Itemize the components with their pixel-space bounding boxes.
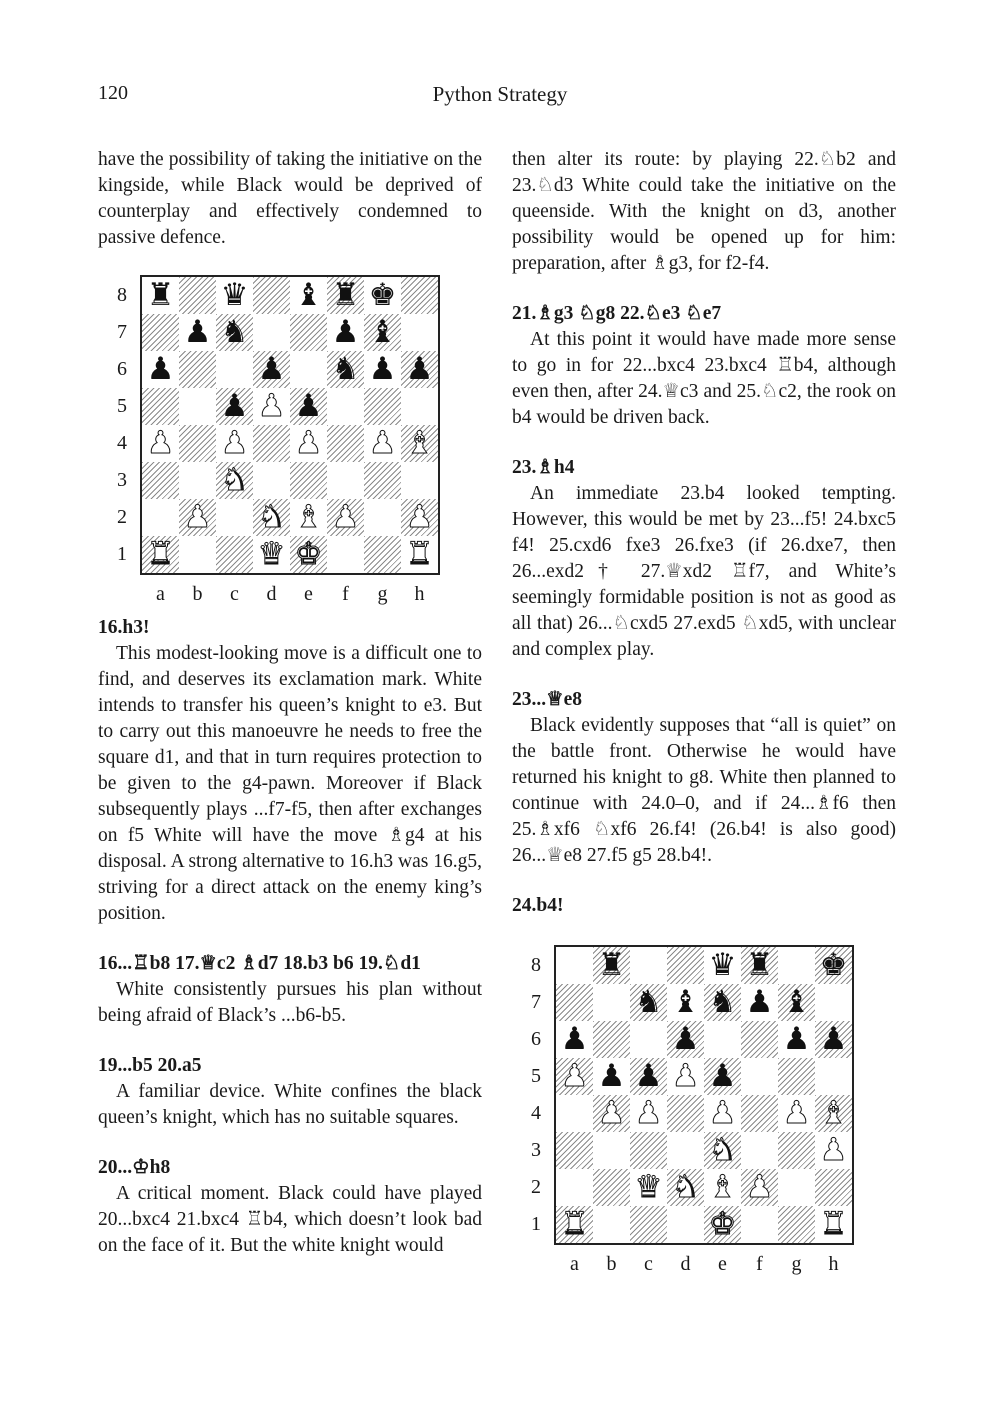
rank-label-4: 4 <box>531 1102 541 1124</box>
white-pawn-icon: ♟ <box>560 1058 589 1094</box>
square-g3 <box>364 462 401 499</box>
black-pawn-icon: ♟ <box>671 1021 700 1057</box>
file-label-c: c <box>230 583 239 605</box>
white-pawn-icon: ♟ <box>745 1169 774 1205</box>
move-heading: 20...♔h8 <box>98 1157 171 1178</box>
file-label-f: f <box>342 583 349 605</box>
chess-board <box>554 945 854 1245</box>
square-e3 <box>290 462 327 499</box>
square-c2 <box>216 499 253 536</box>
white-rook-icon: ♜ <box>405 536 434 572</box>
square-b7 <box>593 984 630 1021</box>
square-b3 <box>179 462 216 499</box>
square-e6 <box>290 351 327 388</box>
file-label-b: b <box>606 1253 617 1275</box>
move-heading: 19...b5 20.a5 <box>98 1055 202 1076</box>
rank-label-5: 5 <box>531 1065 541 1087</box>
square-c8 <box>630 947 667 984</box>
rank-label-5: 5 <box>117 395 127 417</box>
black-queen-icon: ♛ <box>220 277 249 313</box>
rank-label-4: 4 <box>117 432 127 454</box>
square-a7 <box>556 984 593 1021</box>
black-queen-icon: ♛ <box>708 947 737 983</box>
square-b4 <box>179 425 216 462</box>
white-king-icon: ♚ <box>294 536 323 572</box>
white-rook-icon: ♜ <box>819 1206 848 1242</box>
square-d8 <box>667 947 704 984</box>
black-pawn-icon: ♟ <box>405 351 434 387</box>
move-heading: 21.♗g3 ♘g8 22.♘e3 ♘e7 <box>512 303 722 324</box>
move-heading: 16.h3! <box>98 617 150 638</box>
white-knight-icon: ♞ <box>708 1132 737 1168</box>
square-g5 <box>364 388 401 425</box>
white-pawn-icon: ♟ <box>819 1132 848 1168</box>
file-label-c: c <box>644 1253 653 1275</box>
white-pawn-icon: ♟ <box>331 499 360 535</box>
white-pawn-icon: ♟ <box>220 425 249 461</box>
black-knight-icon: ♞ <box>708 984 737 1020</box>
white-pawn-icon: ♟ <box>257 388 286 424</box>
black-king-icon: ♚ <box>819 947 848 983</box>
rank-label-7: 7 <box>531 991 541 1013</box>
square-d3 <box>667 1132 704 1169</box>
white-knight-icon: ♞ <box>671 1169 700 1205</box>
square-d8 <box>253 277 290 314</box>
white-pawn-icon: ♟ <box>708 1095 737 1131</box>
rank-label-2: 2 <box>531 1176 541 1198</box>
commentary-paragraph: A familiar device. White confines the black queen’s knight, which has no suitable squares. <box>98 1081 482 1128</box>
diagram-1-container <box>98 275 482 615</box>
black-pawn-icon: ♟ <box>819 1021 848 1057</box>
white-queen-icon: ♛ <box>257 536 286 572</box>
commentary-paragraph: Black evidently supposes that “all is quiet” on the battle front. Otherwise he would have returned his knight to g8. White then planned to continue with 24.0–0, and if 24...♗f6 then 25.♗xf6 ♘xf6 26.f4! (26.b4! is also good) 26...♕e8 27.f5 g5 28.b4!. <box>512 715 896 866</box>
square-f4 <box>741 1095 778 1132</box>
rank-label-3: 3 <box>117 469 127 491</box>
running-title: Python Strategy <box>432 82 568 106</box>
white-pawn-icon: ♟ <box>597 1095 626 1131</box>
square-f4 <box>327 425 364 462</box>
square-e7 <box>290 314 327 351</box>
square-g1 <box>364 536 401 573</box>
white-knight-icon: ♞ <box>220 462 249 498</box>
rank-label-3: 3 <box>531 1139 541 1161</box>
file-label-d: d <box>266 583 277 605</box>
move-heading: 23...♕e8 <box>512 689 583 710</box>
black-bishop-icon: ♝ <box>671 984 700 1020</box>
file-label-d: d <box>680 1253 691 1275</box>
square-g8 <box>778 947 815 984</box>
white-bishop-icon: ♝ <box>708 1169 737 1205</box>
square-f5 <box>327 388 364 425</box>
right-column <box>512 147 896 1285</box>
square-h2 <box>815 1169 852 1206</box>
rank-label-2: 2 <box>117 506 127 528</box>
white-rook-icon: ♜ <box>560 1206 589 1242</box>
white-knight-icon: ♞ <box>257 499 286 535</box>
square-a8 <box>556 947 593 984</box>
white-queen-icon: ♛ <box>634 1169 663 1205</box>
square-f3 <box>327 462 364 499</box>
black-pawn-icon: ♟ <box>146 351 175 387</box>
diagram-2-container <box>512 945 896 1285</box>
move-heading: 16...♖b8 17.♕c2 ♗d7 18.b3 b6 19.♘d1 <box>98 953 421 974</box>
white-pawn-icon: ♟ <box>671 1058 700 1094</box>
rank-label-1: 1 <box>531 1213 541 1235</box>
file-label-b: b <box>192 583 203 605</box>
white-pawn-icon: ♟ <box>368 425 397 461</box>
black-pawn-icon: ♟ <box>257 351 286 387</box>
square-h8 <box>401 277 438 314</box>
square-g2 <box>778 1169 815 1206</box>
square-d1 <box>667 1206 704 1243</box>
commentary-paragraph: A critical moment. Black could have played 20...bxc4 21.bxc4 ♖b4, which doesn’t look bad on the face of it. But the white knight would <box>98 1183 482 1256</box>
black-king-icon: ♚ <box>368 277 397 313</box>
black-pawn-icon: ♟ <box>368 351 397 387</box>
rank-label-8: 8 <box>117 284 127 306</box>
file-label-f: f <box>756 1253 763 1275</box>
black-pawn-icon: ♟ <box>782 1021 811 1057</box>
black-bishop-icon: ♝ <box>782 984 811 1020</box>
white-pawn-icon: ♟ <box>782 1095 811 1131</box>
square-f3 <box>741 1132 778 1169</box>
square-g1 <box>778 1206 815 1243</box>
square-h5 <box>401 388 438 425</box>
file-label-g: g <box>791 1253 802 1275</box>
commentary-paragraph: This modest-looking move is a difficult one to find, and deserves its exclamation mark. White intends to transfer his queen’s knight to e3. But to carry out this manoeuvre he needs to free the square d1, and that in turn requires protection to be given to the g4-pawn. Moreover if Black subsequently plays ...f7-f5, then after exchanges on f5 White will have the move ♗g4 at his disposal. A strong alternative to 16.h3 was 16.g5, striving for a direct attack on the enemy king’s position. <box>98 643 483 924</box>
square-b2 <box>593 1169 630 1206</box>
square-b8 <box>179 277 216 314</box>
square-f5 <box>741 1058 778 1095</box>
white-pawn-icon: ♟ <box>294 425 323 461</box>
file-label-h: h <box>414 583 425 605</box>
white-king-icon: ♚ <box>708 1206 737 1242</box>
white-pawn-icon: ♟ <box>146 425 175 461</box>
white-pawn-icon: ♟ <box>183 499 212 535</box>
square-a2 <box>142 499 179 536</box>
black-pawn-icon: ♟ <box>708 1058 737 1094</box>
square-c1 <box>216 536 253 573</box>
white-pawn-icon: ♟ <box>634 1095 663 1131</box>
file-label-h: h <box>828 1253 839 1275</box>
black-pawn-icon: ♟ <box>331 314 360 350</box>
rank-label-7: 7 <box>117 321 127 343</box>
black-rook-icon: ♜ <box>331 277 360 313</box>
square-h7 <box>815 984 852 1021</box>
square-g2 <box>364 499 401 536</box>
square-h5 <box>815 1058 852 1095</box>
square-a2 <box>556 1169 593 1206</box>
file-label-e: e <box>304 583 313 605</box>
square-c6 <box>630 1021 667 1058</box>
black-knight-icon: ♞ <box>634 984 663 1020</box>
square-d4 <box>667 1095 704 1132</box>
rank-label-8: 8 <box>531 954 541 976</box>
white-bishop-icon: ♝ <box>405 425 434 461</box>
commentary-paragraph: At this point it would have made more sense to go in for 22...bxc4 23.bxc4 ♖b4, although even then, after 24.♕c3 and 25.♘c2, the rook on b4 would be driven back. <box>512 329 896 428</box>
square-b1 <box>593 1206 630 1243</box>
square-c6 <box>216 351 253 388</box>
file-label-e: e <box>718 1253 727 1275</box>
black-pawn-icon: ♟ <box>634 1058 663 1094</box>
file-label-g: g <box>377 583 388 605</box>
square-g3 <box>778 1132 815 1169</box>
square-b5 <box>179 388 216 425</box>
square-b6 <box>179 351 216 388</box>
white-pawn-icon: ♟ <box>405 499 434 535</box>
black-bishop-icon: ♝ <box>368 314 397 350</box>
black-rook-icon: ♜ <box>597 947 626 983</box>
white-bishop-icon: ♝ <box>819 1095 848 1131</box>
commentary-paragraph: White consistently pursues his plan without being afraid of Black’s ...b6-b5. <box>98 979 482 1026</box>
rank-label-6: 6 <box>531 1028 541 1050</box>
square-a7 <box>142 314 179 351</box>
square-h3 <box>401 462 438 499</box>
square-f1 <box>327 536 364 573</box>
black-pawn-icon: ♟ <box>183 314 212 350</box>
black-pawn-icon: ♟ <box>597 1058 626 1094</box>
commentary-paragraph: An immediate 23.b4 looked tempting. However, this would be met by 23...f5! 24.bxc5 f4! 25.cxd6 fxe3 26.fxe3 (if 26.dxe7, then 26...exd2† 27.♕xd2 ♖f7, and White’s seemingly formidable position is not as good as all that) 26...♘cxd5 27.exd5 ♘xd5, with unclear and complex play. <box>512 483 896 660</box>
square-b6 <box>593 1021 630 1058</box>
left-column <box>98 147 482 1259</box>
square-g5 <box>778 1058 815 1095</box>
move-heading: 23.♗h4 <box>512 457 575 478</box>
black-pawn-icon: ♟ <box>294 388 323 424</box>
intro-paragraph: then alter its route: by playing 22.♘b2 and 23.♘d3 White could take the initiative on the queenside. With the knight on d3, another possibility would be opened up for him: preparation, after ♗g3, for f2-f4. <box>512 149 896 274</box>
square-b1 <box>179 536 216 573</box>
chess-board <box>140 275 440 575</box>
rank-label-1: 1 <box>117 543 127 565</box>
black-bishop-icon: ♝ <box>294 277 323 313</box>
square-d3 <box>253 462 290 499</box>
white-bishop-icon: ♝ <box>294 499 323 535</box>
square-f6 <box>741 1021 778 1058</box>
page-number: 120 <box>98 82 128 104</box>
black-rook-icon: ♜ <box>745 947 774 983</box>
black-knight-icon: ♞ <box>220 314 249 350</box>
square-a5 <box>142 388 179 425</box>
black-pawn-icon: ♟ <box>745 984 774 1020</box>
square-c1 <box>630 1206 667 1243</box>
square-c3 <box>630 1132 667 1169</box>
intro-paragraph: have the possibility of taking the initiative on the kingside, while Black would be deprived of counterplay and effectively condemned to passive defence. <box>98 149 482 248</box>
square-h7 <box>401 314 438 351</box>
square-a3 <box>142 462 179 499</box>
move-heading: 24.b4! <box>512 895 564 916</box>
square-a4 <box>556 1095 593 1132</box>
square-f1 <box>741 1206 778 1243</box>
black-pawn-icon: ♟ <box>560 1021 589 1057</box>
rank-label-6: 6 <box>117 358 127 380</box>
file-label-a: a <box>570 1253 579 1275</box>
square-a3 <box>556 1132 593 1169</box>
black-pawn-icon: ♟ <box>220 388 249 424</box>
file-label-a: a <box>156 583 165 605</box>
black-rook-icon: ♜ <box>146 277 175 313</box>
square-e6 <box>704 1021 741 1058</box>
square-d4 <box>253 425 290 462</box>
white-rook-icon: ♜ <box>146 536 175 572</box>
square-b3 <box>593 1132 630 1169</box>
black-knight-icon: ♞ <box>331 351 360 387</box>
square-d7 <box>253 314 290 351</box>
